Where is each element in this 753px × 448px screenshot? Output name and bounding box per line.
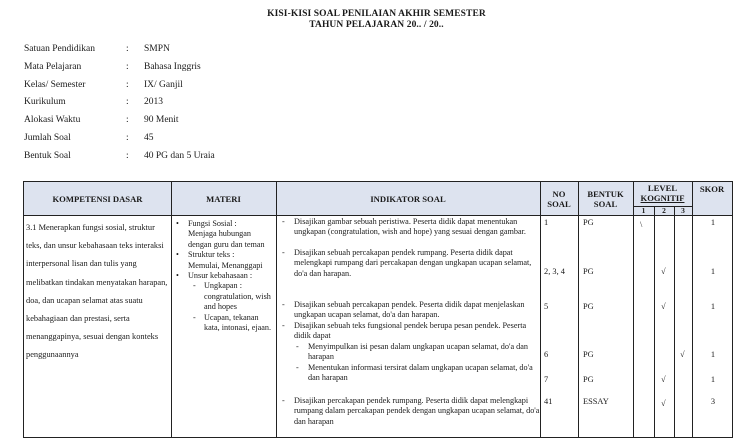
indikator-5: [280, 396, 542, 427]
materi-struktur-teks: • Struktur teks :: [174, 250, 276, 260]
materi-struktur-desc: Memulai, Menanggapi: [188, 260, 263, 270]
meta-value: 45: [144, 132, 154, 143]
level-check: √: [661, 399, 666, 408]
indikator-text: - Disajikan sebuah percakapan pendek. Peserta didik dapat menjelaskan ungkapan ucapan selamat, do'a dan harapan.: [280, 300, 542, 321]
meta-value: 2013: [144, 97, 163, 108]
header-bentuk-line1: BENTUK: [587, 189, 624, 199]
header-level-1: 1: [641, 206, 646, 215]
header-materi: MATERI: [206, 194, 241, 204]
header-no-soal: [540, 189, 578, 209]
meta-label: Bentuk Soal: [24, 150, 71, 161]
no-soal: 5: [544, 302, 549, 311]
materi-fungsi-desc: Menjaga hubungan dengan guru dan teman: [188, 229, 265, 249]
level-divider: [654, 206, 655, 437]
indikator-2: [280, 248, 542, 279]
meta-colon: :: [126, 115, 129, 126]
indikator-sub-text: - Menentukan informasi tersirat dalam ungkapan ucapan selamat, do'a dan harapan: [280, 363, 542, 384]
skor: 1: [710, 375, 716, 384]
meta-label: Alokasi Waktu: [24, 115, 81, 126]
meta-colon: :: [126, 61, 129, 72]
col-divider: [578, 182, 579, 437]
materi-column: [174, 219, 276, 333]
no-soal: 1: [544, 218, 549, 227]
meta-colon: :: [126, 150, 129, 161]
header-level-kognitif: [633, 184, 692, 203]
bentuk-soal: PG: [583, 267, 594, 276]
meta-label: Satuan Pendidikan: [24, 44, 95, 54]
indikator-text: - Disajikan sebuah teks fungsional pendek berupa pesan pendek. Peserta didik dapat: [280, 321, 542, 342]
indikator-1: [280, 217, 542, 238]
skor: 1: [710, 267, 716, 276]
no-soal: 7: [544, 375, 549, 384]
meta-value: 90 Menit: [144, 115, 179, 126]
materi-fungsi-sosial: • Fungsi Sosial :: [174, 219, 276, 229]
no-soal: 2, 3, 4: [544, 267, 565, 276]
meta-value: SMPN: [144, 44, 170, 54]
header-no-soal-line1: NO: [552, 189, 566, 199]
col-divider: [171, 182, 172, 437]
meta-label: Kurikulum: [24, 97, 66, 108]
header-kompetensi-dasar: KOMPETENSI DASAR: [52, 194, 143, 204]
header-bottom-line: [24, 215, 732, 216]
bentuk-soal: PG: [583, 350, 594, 359]
header-no-soal-line2: SOAL: [547, 199, 571, 209]
title-line-2: TAHUN PELAJARAN 20.. / 20..: [309, 20, 444, 30]
col-divider: [276, 182, 277, 437]
indikator-sub-text: - Menyimpulkan isi pesan dalam ungkapan ucapan selamat, do'a dan harapan: [280, 342, 542, 363]
meta-colon: :: [126, 44, 129, 54]
no-soal: 6: [544, 350, 549, 359]
meta-label: Mata Pelajaran: [24, 61, 82, 72]
header-indikator-soal: INDIKATOR SOAL: [370, 194, 446, 204]
meta-value: Bahasa Inggris: [144, 61, 201, 72]
level-check: √: [661, 302, 666, 311]
materi-sub-ucapan: - Ucapan, tekanan kata, intonasi, ejaan.: [174, 313, 276, 334]
indikator-text: - Disajikan sebuah percakapan pendek rumpang. Peserta didik dapat melengkapi rumpang dari percakapan dengan ungkapan ucapan selamat, do'a dan harapan.: [280, 248, 542, 279]
level-check: √: [661, 267, 666, 276]
blueprint-table: [23, 181, 733, 438]
header-bentuk-soal: [578, 189, 633, 209]
bentuk-soal: PG: [583, 375, 594, 384]
materi-sub-ungkapan: - Ungkapan : congratulation, wish and hopes: [174, 281, 276, 312]
meta-value: 40 PG dan 5 Uraia: [144, 150, 215, 161]
no-soal: 41: [544, 397, 553, 406]
kd-text: 3.1 Menerapkan fungsi sosial, struktur teks, dan unsur kebahasaan teks interaksi interpersonal lisan dan tulis yang melibatkan tindakan menyatakan harapan, doa, dan ucapan selamat atas suatu kebahagiaan dan prestasi, serta menanggapinya, sesuai dengan konteks penggunaannya: [26, 223, 168, 360]
header-level-3: 3: [681, 206, 685, 215]
skor: 1: [710, 302, 716, 311]
bentuk-soal: ESSAY: [583, 397, 609, 406]
header-skor: SKOR: [699, 184, 725, 194]
level-check: \: [640, 220, 643, 229]
title-line-1: KISI-KISI SOAL PENILAIAN AKHIR SEMESTER: [267, 9, 486, 19]
skor: 3: [710, 397, 716, 406]
meta-colon: :: [126, 79, 129, 90]
bentuk-soal: PG: [583, 302, 594, 311]
meta-colon: :: [126, 132, 129, 143]
meta-label: Jumlah Soal: [24, 132, 71, 143]
materi-unsur-kebahasaan: • Unsur kebahasaan :: [174, 271, 276, 281]
header-level-2: 2: [662, 206, 666, 215]
indikator-4: [280, 321, 542, 383]
bentuk-soal: PG: [583, 218, 594, 227]
skor: 1: [710, 350, 716, 359]
indikator-3: [280, 300, 542, 321]
level-check: √: [661, 375, 666, 384]
meta-colon: :: [126, 97, 129, 108]
level-check: √: [680, 350, 685, 359]
indikator-text: - Disajikan percakapan pendek rumpang. Peserta didik dapat melengkapi rumpang dalam percakapan pendek dengan ungkapan ucapan selamat, do'a dan harapan: [280, 396, 542, 427]
meta-value: IX/ Ganjil: [144, 79, 183, 90]
meta-label: Kelas/ Semester: [24, 79, 86, 90]
header-bentuk-line2: SOAL: [593, 199, 618, 209]
header-level-line2: KOGNITIF: [640, 192, 685, 203]
col-divider: [633, 182, 634, 437]
indikator-text: - Disajikan gambar sebuah peristiwa. Peserta didik dapat menentukan ungkapan (congratulation, wish and hope) yang sesuai dengan gambar.: [280, 217, 542, 238]
level-divider: [674, 206, 675, 437]
skor: 1: [710, 218, 716, 227]
header-level-line1: LEVEL: [647, 183, 678, 193]
